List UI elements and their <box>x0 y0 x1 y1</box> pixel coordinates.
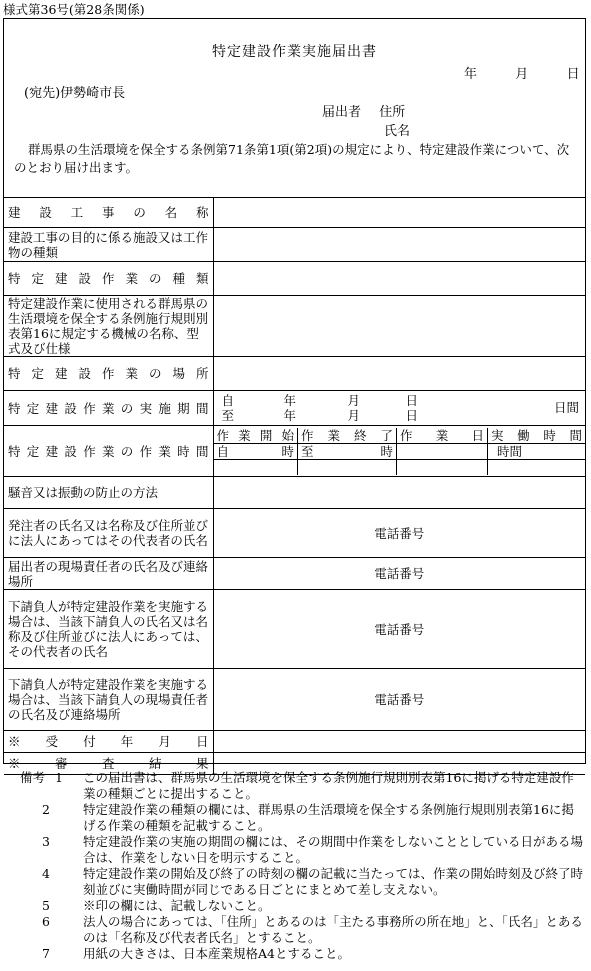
field-sub-supervisor[interactable] <box>213 669 585 731</box>
orderer-phone-label: 電話番号 <box>374 525 425 541</box>
label-work-type: 特定建設作業の種類 <box>4 262 213 296</box>
field-machinery[interactable] <box>213 296 585 357</box>
label-sub-supervisor: 下請負人が特定建設作業を実施する場合は、当該下請負人の現場責任者の氏名及び連絡場所 <box>4 669 213 731</box>
note-item: 4 特定建設作業の開始及び終了の時刻の欄の記載に当たっては、作業の開始時刻及び終了時刻並びに実働時間が同じである日ごとにまとめて差し支えない。 <box>42 866 584 897</box>
period-days-label: 日間 <box>553 400 579 415</box>
field-prevention[interactable] <box>213 477 585 509</box>
label-hours: 特定建設作業の作業時間 <box>4 426 213 477</box>
field-facility[interactable] <box>213 228 585 262</box>
submission-date[interactable] <box>464 63 580 82</box>
hours-header-start: 作業開始 <box>214 428 298 444</box>
period-to-year: 年 <box>283 408 297 423</box>
note-item: 5 ※印の欄には、記載しないこと。 <box>42 898 271 913</box>
hours-day-blank[interactable] <box>397 459 488 475</box>
hours-start-cell[interactable]: 自 時 <box>214 443 298 459</box>
note-item: 7 用紙の大きさは、日本産業規格A4とすること。 <box>42 946 350 961</box>
addressee: (宛先)伊勢崎市長 <box>24 86 126 101</box>
label-received: ※受付年月日 <box>4 731 213 753</box>
period-to-label: 至 <box>221 408 235 423</box>
field-hours <box>213 426 585 477</box>
form-number-label: 様式第36号(第28条関係) <box>3 2 145 17</box>
label-machinery: 特定建設作業に使用される群馬県の生活環境を保全する条例施行規則別表第16に規定する機械の名称、型式及び仕様 <box>4 296 213 357</box>
hours-header-day: 作業日 <box>397 428 488 444</box>
label-facility: 建設工事の目的に係る施設又は工作物の種類 <box>4 228 213 262</box>
intro-text: 群馬県の生活環境を保全する条例第71条第1項(第2項)の規定により、特定建設作業について、次のとおり届け出ます。 <box>14 142 570 175</box>
applicant-label: 届出者 <box>322 105 362 120</box>
notes-heading: 備考 <box>20 770 46 785</box>
date-year: 年 <box>464 67 478 82</box>
period-to-day: 日 <box>405 408 419 423</box>
hours-header-end: 作業終了 <box>298 428 397 444</box>
period-from-line <box>221 393 419 408</box>
note-item: 6 法人の場合にあっては、「住所」とあるのは「主たる事務所の所在地」と、「氏名」とあるのは「名称及び代表者氏名」とすること。 <box>42 914 583 945</box>
field-orderer[interactable] <box>213 509 585 558</box>
field-subcontractor[interactable] <box>213 590 585 669</box>
supervisor-phone-label: 電話番号 <box>374 566 425 581</box>
sub-supervisor-phone-label: 電話番号 <box>374 692 425 707</box>
field-period[interactable] <box>213 391 585 426</box>
note-item: 2 特定建設作業の種類の欄には、群馬県の生活環境を保全する条例施行規則別表第16に掲げる作業の種類を記載すること。 <box>42 802 574 833</box>
hours-day-cell[interactable] <box>397 443 488 459</box>
field-work-type[interactable] <box>213 262 585 296</box>
label-location: 特定建設作業の場所 <box>4 357 213 391</box>
field-received[interactable] <box>213 731 585 753</box>
date-month: 月 <box>515 67 529 82</box>
date-day: 日 <box>566 67 580 82</box>
label-orderer: 発注者の氏名又は名称及び住所並びに法人にあってはその代表者の氏名 <box>4 509 213 558</box>
label-result: ※審査結果 <box>4 753 213 775</box>
period-to-month: 月 <box>347 408 361 423</box>
field-construction-name[interactable] <box>213 198 585 228</box>
notes <box>20 770 585 962</box>
label-supervisor: 届出者の現場責任者の氏名及び連絡場所 <box>4 558 213 590</box>
note-item: 備考 1 この届出書は、群馬県の生活環境を保全する条例施行規則別表第16に掲げる特定建設作業の種類ごとに提出すること。 <box>20 770 574 801</box>
field-supervisor[interactable] <box>213 558 585 590</box>
hours-start-blank[interactable] <box>214 459 298 475</box>
period-from-label: 自 <box>221 393 235 408</box>
label-construction-name: 建設工事の名称 <box>4 198 213 228</box>
period-from-month: 月 <box>347 393 361 408</box>
label-subcontractor: 下請負人が特定建設作業を実施する場合は、当該下請負人の氏名又は名称及び住所並びに法人にあっては、その代表者の氏名 <box>4 590 213 669</box>
form-table <box>4 197 585 775</box>
hours-actual-blank[interactable] <box>488 459 586 475</box>
label-prevention: 騒音又は振動の防止の方法 <box>4 477 213 509</box>
address-label: 住所 <box>379 105 406 120</box>
hours-end-blank[interactable] <box>298 459 397 475</box>
applicant-address[interactable] <box>322 101 405 120</box>
period-to-line <box>221 408 419 423</box>
hours-end-cell[interactable]: 至 時 <box>298 443 397 459</box>
subcontractor-phone-label: 電話番号 <box>374 621 425 637</box>
hours-actual-cell[interactable]: 時間 <box>488 443 586 459</box>
label-period: 特定建設作業の実施期間 <box>4 391 213 426</box>
period-from-day: 日 <box>405 393 419 408</box>
applicant-name-label[interactable]: 氏名 <box>384 124 411 139</box>
hours-header-actual: 実働時間 <box>488 428 586 444</box>
field-location[interactable] <box>213 357 585 391</box>
hours-table <box>214 428 586 475</box>
note-item: 3 特定建設作業の実施の期間の欄には、その期間中作業をしないこととしている日がある場合は、作業をしない日を明示すること。 <box>42 834 584 865</box>
period-from-year: 年 <box>283 393 297 408</box>
form-title: 特定建設作業実施届出書 <box>212 44 377 60</box>
form-frame <box>3 18 586 771</box>
